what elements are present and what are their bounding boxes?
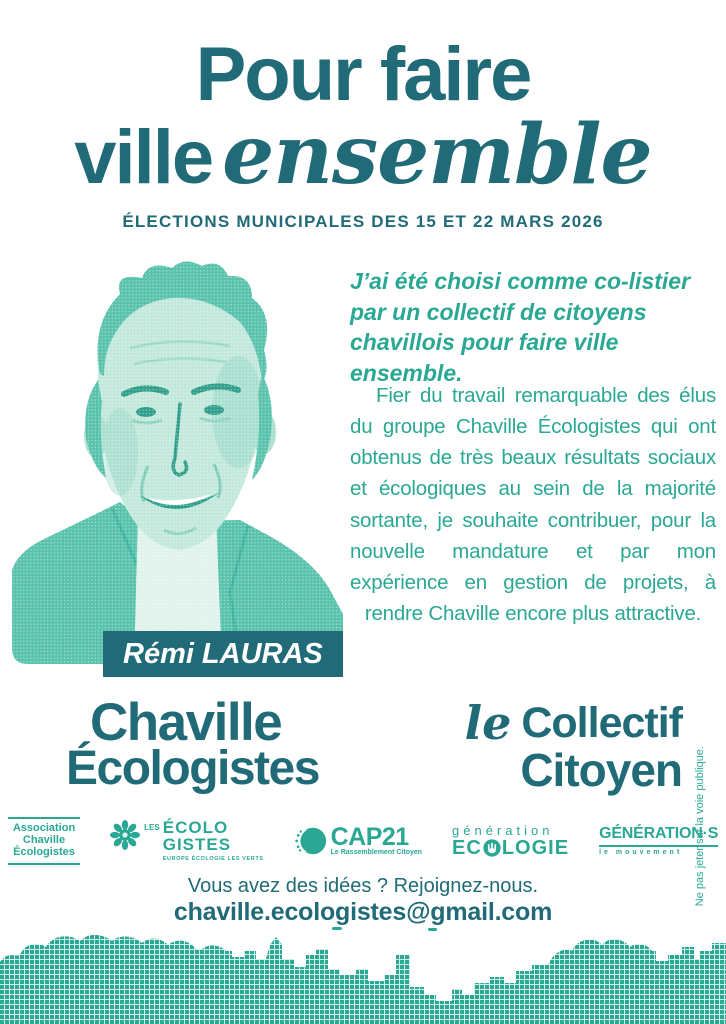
generation-word: génération bbox=[452, 822, 554, 838]
collectif-word2: Citoyen bbox=[520, 744, 682, 797]
assoc-line1: Association bbox=[12, 822, 76, 835]
candidate-first-name: Rémi bbox=[123, 637, 194, 670]
generations-subtitle: le mouvement bbox=[599, 845, 718, 856]
legal-side-note: Ne pas jeter sur la voie publique. bbox=[694, 746, 706, 907]
chaville-ecologistes-wordmark bbox=[66, 693, 319, 795]
collectif-le-script: le bbox=[464, 696, 512, 750]
candidate-name-badge bbox=[103, 631, 343, 677]
cap21-title: CAP21 bbox=[330, 822, 409, 851]
cap21-swirl-icon bbox=[294, 824, 328, 858]
chaville-wordmark-line1: Chaville bbox=[90, 693, 282, 752]
intro-quote: J’ai été choisi comme co-listier par un collectif de citoyens chavillois pour faire ville ensemble. bbox=[350, 268, 691, 386]
collectif-citoyen-wordmark bbox=[464, 696, 682, 797]
candidate-photo bbox=[12, 252, 347, 664]
title-line2-word: ville bbox=[74, 114, 213, 200]
ecolo-line2: GISTES bbox=[162, 834, 232, 854]
logo-les-ecologistes bbox=[110, 820, 263, 861]
ecologie-post: LOGIE bbox=[501, 837, 570, 860]
call-to-action: Vous avez des idées ? Rejoignez-nous. bbox=[187, 875, 539, 897]
header bbox=[0, 32, 726, 232]
ecolo-subtitle: EUROPE ÉCOLOGIE LES VERTS bbox=[162, 855, 264, 862]
cap21-subtitle: Le Rassemblement Citoyen bbox=[330, 849, 423, 857]
partner-logos-row bbox=[0, 812, 726, 870]
election-subtitle: ÉLECTIONS MUNICIPALES DES 15 ET 22 MARS 2026 bbox=[122, 211, 604, 231]
logo-generation-ecologie bbox=[452, 824, 569, 858]
skyline-illustration bbox=[0, 925, 726, 1024]
logo-cap21 bbox=[294, 824, 422, 858]
title-line1: Pour faire bbox=[195, 32, 531, 117]
candidate-last-name: LAURAS bbox=[201, 637, 323, 670]
statement-paragraph: Fier du travail remarquable des élus du groupe Chaville Écologistes qui ont obtenus de très beaux résultats sociaux et écologiques au sein de la majorité sortante, je souhaite contribuer, pour la nouvelle mandature et par mon expérience en gestion de projets, à rendre Chaville encore plus attractive. bbox=[350, 384, 716, 626]
sunflower-icon bbox=[110, 820, 140, 850]
assoc-line2: Chaville bbox=[22, 834, 66, 847]
logo-association-chaville-ecologistes bbox=[8, 817, 80, 865]
candidate-portrait-illustration bbox=[12, 252, 347, 664]
les-letters: LES bbox=[144, 823, 160, 833]
ecolo-line1: ÉCOLO bbox=[162, 818, 229, 838]
title-line2-script: ensemble bbox=[222, 106, 652, 203]
title-line2 bbox=[0, 106, 726, 203]
hand-icon bbox=[483, 839, 501, 857]
contact-email: chaville.ecologistes@gmail.com bbox=[173, 898, 553, 926]
ecologie-pre: EC bbox=[452, 837, 482, 860]
les-vertical-label bbox=[144, 824, 160, 832]
chaville-wordmark-line2: Écologistes bbox=[66, 741, 319, 795]
ecologie-word bbox=[452, 838, 569, 858]
assoc-line3: Écologistes bbox=[13, 845, 75, 858]
generations-title: GÉNÉRATION·S bbox=[599, 825, 719, 842]
collectif-word1: Collectif bbox=[521, 699, 682, 747]
